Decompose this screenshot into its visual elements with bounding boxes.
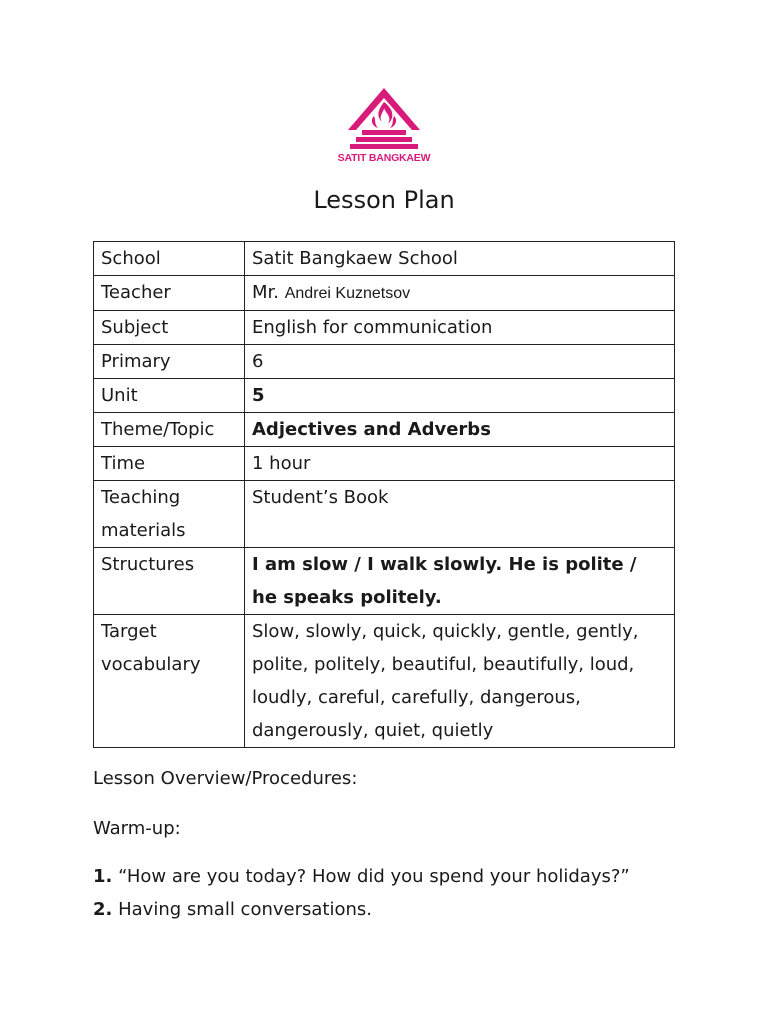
table-row (94, 615, 675, 748)
table-row (94, 242, 675, 276)
overview-heading-colon: : (351, 768, 358, 789)
row-value-teacher (245, 276, 675, 311)
row-value-school: Satit Bangkaew School (245, 242, 675, 276)
page-title: Lesson Plan (313, 186, 455, 214)
table-row (94, 276, 675, 311)
row-value-unit: 5 (245, 379, 675, 413)
table-row (94, 413, 675, 447)
row-label-time: Time (94, 447, 245, 481)
row-label-theme: Theme/Topic (94, 413, 245, 447)
teacher-title: Mr. (252, 282, 279, 303)
table-row (94, 311, 675, 345)
lesson-plan-table (93, 241, 675, 748)
teacher-name: Andrei Kuznetsov (284, 285, 411, 302)
overview-heading (93, 768, 357, 789)
list-item (93, 866, 630, 887)
row-label-unit: Unit (94, 379, 245, 413)
row-label-target-vocabulary: Target vocabulary (94, 615, 245, 748)
row-value-theme: Adjectives and Adverbs (245, 413, 675, 447)
row-label-school: School (94, 242, 245, 276)
list-item-number: 2. (93, 899, 113, 920)
row-value-structures: I am slow / I walk slowly. He is polite / he speaks politely. (245, 548, 675, 615)
row-value-subject: English for communication (245, 311, 675, 345)
list-item-number: 1. (93, 866, 113, 887)
table-row (94, 447, 675, 481)
overview-heading-text: Lesson Overview/Procedures (93, 768, 352, 789)
school-logo (332, 86, 436, 168)
warmup-heading: Warm-up: (93, 818, 181, 839)
table-row (94, 379, 675, 413)
table-row (94, 481, 675, 548)
row-value-time: 1 hour (245, 447, 675, 481)
table-row (94, 345, 675, 379)
row-value-teaching-materials: Student’s Book (245, 481, 675, 548)
row-label-teaching-materials: Teaching materials (94, 481, 245, 548)
row-value-target-vocabulary: Slow, slowly, quick, quickly, gentle, gently, polite, politely, beautiful, beautifully, loud, loudly, careful, carefully, dangerous, dangerously, quiet, quietly (245, 615, 675, 748)
row-label-subject: Subject (94, 311, 245, 345)
list-item-text: Having small conversations. (118, 899, 372, 920)
list-item (93, 899, 372, 920)
row-label-teacher: Teacher (94, 276, 245, 311)
school-emblem-icon (332, 86, 436, 152)
row-label-primary: Primary (94, 345, 245, 379)
row-label-structures: Structures (94, 548, 245, 615)
logo-text: SATIT BANGKAEW (337, 152, 431, 164)
list-item-text: “How are you today? How did you spend your holidays?” (118, 866, 630, 887)
row-value-primary: 6 (245, 345, 675, 379)
table-row (94, 548, 675, 615)
